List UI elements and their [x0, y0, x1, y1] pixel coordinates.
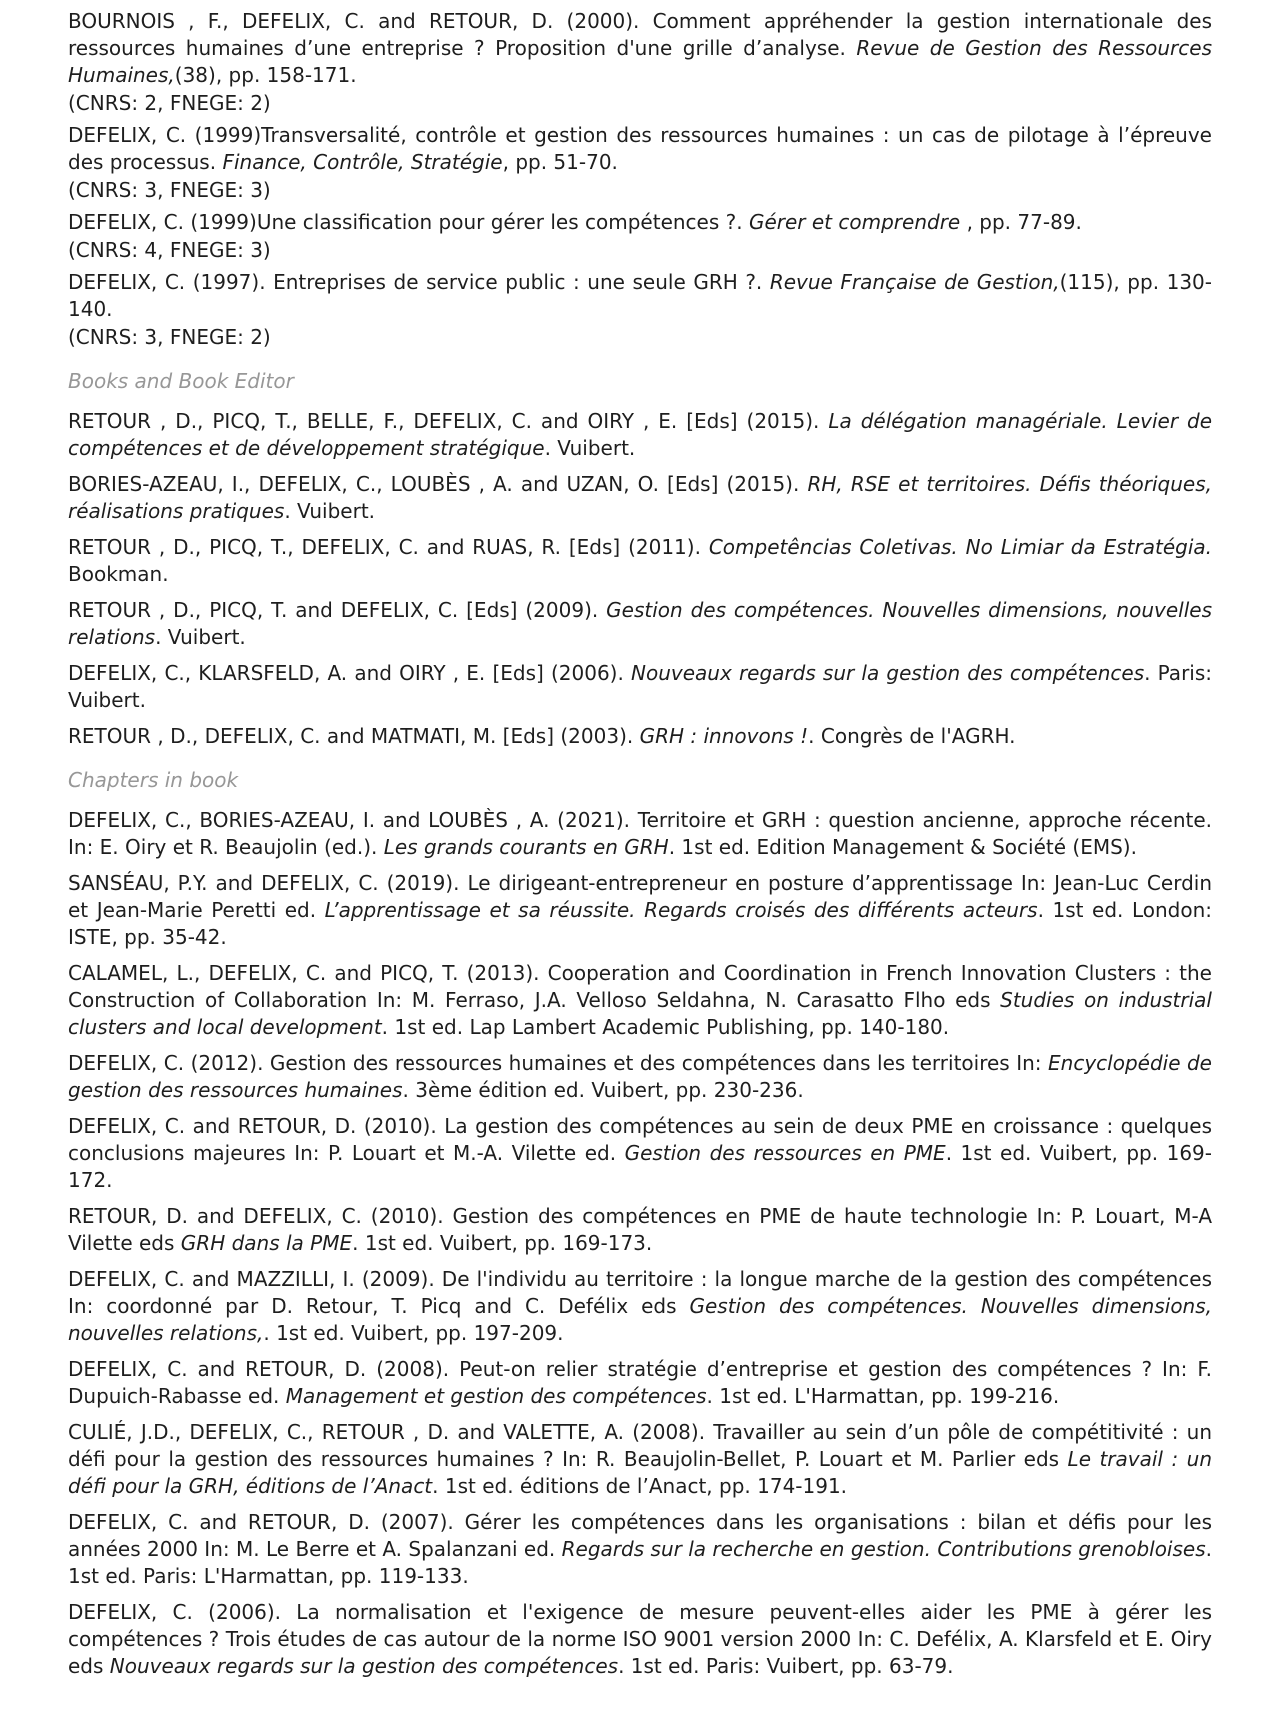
reference-title: GRH dans la PME [180, 1231, 353, 1255]
reference-title: La délégation managériale. Levier de compétences et de développement stratégique [68, 409, 1212, 460]
reference-text: . 1st ed. Paris: Vuibert, pp. 63-79. [618, 1654, 954, 1678]
reference-title: Le travail : un défi pour la GRH, éditions de l’Anact [68, 1447, 1212, 1498]
reference-title: Gestion des compétences. Nouvelles dimensions, nouvelles relations, [68, 1294, 1213, 1345]
reference-text: . 1st ed. Vuibert, pp. 169-173. [352, 1231, 653, 1255]
reference-entry [68, 1509, 1212, 1590]
section-chapters [68, 767, 1212, 1680]
reference-entry [68, 807, 1212, 861]
reference-title: Les grands courants en GRH [383, 835, 669, 859]
reference-entry [68, 122, 1212, 176]
reference-text: RETOUR, D. and DEFELIX, C. (2010). Gestion des compétences en PME de haute technologie In: P. Louart, M-A Vilette eds [68, 1204, 1212, 1255]
reference-entry [68, 1113, 1212, 1194]
reference-title: Gestion des compétences. Nouvelles dimensions, nouvelles relations [68, 598, 1212, 649]
reference-text: . Vuibert. [155, 625, 246, 649]
reference-text: . 1st ed. Vuibert, pp. 169-172. [68, 1141, 1212, 1192]
reference-text: RETOUR , D., PICQ, T. and DEFELIX, C. [Eds] (2009). [68, 598, 607, 622]
reference-text: DEFELIX, C. and RETOUR, D. (2010). La gestion des compétences au sein de deux PME en croissance : quelques conclusions majeures In: P. Louart et M.-A. Vilette ed. [68, 1114, 1212, 1165]
reference-text: . Paris: Vuibert. [68, 661, 1213, 712]
reference-entry [68, 960, 1212, 1041]
section-journal-articles [68, 8, 1212, 351]
reference-entry [68, 660, 1212, 714]
reference-text: DEFELIX, C. (1999)Transversalité, contrôle et gestion des ressources humaines : un cas de pilotage à l’épreuve des processus. [68, 123, 1212, 174]
reference-entry [68, 723, 1212, 750]
reference-text: DEFELIX, C. (2012). Gestion des ressources humaines et des compétences dans les territoires In: [68, 1051, 1049, 1075]
reference-text: . Vuibert. [284, 499, 376, 523]
reference-entry [68, 1419, 1212, 1500]
reference-text: . Vuibert. [544, 436, 636, 460]
ranking-note: (CNRS: 3, FNEGE: 2) [68, 325, 271, 349]
reference-text: CALAMEL, L., DEFELIX, C. and PICQ, T. (2013). Cooperation and Coordination in French Innovation Clusters : the Construction of Collaboration In: M. Ferraso, J.A. Velloso Seldahna, N. Carasatto Flho eds [68, 961, 1212, 1012]
reference-entry [68, 1599, 1212, 1680]
reference-text: . 1st ed. L'Harmattan, pp. 199-216. [706, 1384, 1060, 1408]
reference-text: DEFELIX, C. (1997). Entreprises de service public : une seule GRH ?. [68, 270, 770, 294]
reference-entry [68, 8, 1212, 89]
reference-entry [68, 209, 1212, 236]
reference-text: Bookman. [68, 562, 169, 586]
reference-entry [68, 1203, 1212, 1257]
reference-title: Studies on industrial clusters and local development [68, 988, 1212, 1039]
reference-title: Gérer et comprendre [748, 210, 961, 234]
reference-text: . 1st ed. Lap Lambert Academic Publishing, pp. 140-180. [381, 1015, 950, 1039]
reference-text: RETOUR , D., DEFELIX, C. and MATMATI, M. [Eds] (2003). [68, 724, 640, 748]
reference-text: DEFELIX, C. and RETOUR, D. (2008). Peut-on relier stratégie d’entreprise et gestion des compétences ? In: F. Dupuich-Rabasse ed. [68, 1357, 1212, 1408]
reference-text: RETOUR , D., PICQ, T., BELLE, F., DEFELIX, C. and OIRY , E. [Eds] (2015). [68, 409, 829, 433]
reference-text: . 1st ed. éditions de l’Anact, pp. 174-191. [432, 1474, 848, 1498]
section-heading-chapters: Chapters in book [68, 768, 239, 792]
reference-text: . 1st ed. London: ISTE, pp. 35-42. [68, 898, 1212, 949]
ranking-note: (CNRS: 3, FNEGE: 3) [68, 178, 271, 202]
reference-title: Management et gestion des compétences [285, 1384, 707, 1408]
reference-entry [68, 1266, 1212, 1347]
reference-title: Revue Française de Gestion, [769, 270, 1060, 294]
reference-title: GRH : innovons ! [639, 724, 809, 748]
reference-title: Revue de Gestion des Ressources Humaines, [68, 36, 1212, 87]
reference-text: BOURNOIS , F., DEFELIX, C. and RETOUR, D. (2000). Comment appréhender la gestion internationale des ressources humaines d’une entreprise ? Proposition d'une grille d’analyse. [68, 9, 1212, 60]
reference-entry [68, 408, 1212, 462]
reference-text: . 3ème édition ed. Vuibert, pp. 230-236. [402, 1078, 804, 1102]
reference-entry [68, 534, 1212, 588]
section-books [68, 368, 1212, 750]
reference-text: CULIÉ, J.D., DEFELIX, C., RETOUR , D. and VALETTE, A. (2008). Travailler au sein d’un pôle de compétitivité : un défi pour la gestion des ressources humaines ? In: R. Beaujolin-Bellet, P. Louart et M. Parlier eds [68, 1420, 1212, 1471]
reference-title: Regards sur la recherche en gestion. Contributions grenobloises [561, 1537, 1206, 1561]
reference-entry [68, 1356, 1212, 1410]
reference-entry [68, 597, 1212, 651]
reference-title: Finance, Contrôle, Stratégie [222, 150, 503, 174]
reference-title: Competências Coletivas. No Limiar da Estratégia. [708, 535, 1212, 559]
reference-entry [68, 471, 1212, 525]
reference-text: (38), pp. 158-171. [174, 63, 357, 87]
reference-text: . 1st ed. Paris: L'Harmattan, pp. 119-133. [68, 1537, 1212, 1588]
reference-text: . 1st ed. Edition Management & Société (EMS). [668, 835, 1137, 859]
reference-text: , pp. 51-70. [502, 150, 618, 174]
reference-text: , pp. 77-89. [960, 210, 1082, 234]
reference-entry [68, 1050, 1212, 1104]
reference-text: DEFELIX, C. and RETOUR, D. (2007). Gérer les compétences dans les organisations : bilan et défis pour les années 2000 In: M. Le Berre et A. Spalanzani ed. [68, 1510, 1212, 1561]
reference-title: Nouveaux regards sur la gestion des compétences [109, 1654, 619, 1678]
reference-text: DEFELIX, C. (2006). La normalisation et l'exigence de mesure peuvent-elles aider les PME à gérer les compétences ? Trois études de cas autour de la norme ISO 9001 version 2000 In: C. Defélix, A. Klarsfeld et E. Oiry eds [68, 1600, 1212, 1678]
ranking-note: (CNRS: 4, FNEGE: 3) [68, 238, 271, 262]
reference-text: DEFELIX, C., BORIES-AZEAU, I. and LOUBÈS , A. (2021). Territoire et GRH : question ancienne, approche récente. In: E. Oiry et R. Beaujolin (ed.). [68, 808, 1212, 859]
reference-title: Encyclopédie de gestion des ressources humaines [68, 1051, 1212, 1102]
reference-title: RH, RSE et territoires. Défis théoriques, réalisations pratiques [68, 472, 1212, 523]
reference-text: (115), pp. 130-140. [68, 270, 1212, 321]
ranking-note: (CNRS: 2, FNEGE: 2) [68, 91, 271, 115]
reference-entry [68, 269, 1212, 323]
reference-text: DEFELIX, C. and MAZZILLI, I. (2009). De l'individu au territoire : la longue marche de la gestion des compétences In: coordonné par D. Retour, T. Picq and C. Defélix eds [68, 1267, 1212, 1318]
reference-text: DEFELIX, C. (1999)Une classification pour gérer les compétences ?. [68, 210, 749, 234]
reference-title: Nouveaux regards sur la gestion des compétences [631, 661, 1145, 685]
reference-title: Gestion des ressources en PME [624, 1141, 946, 1165]
reference-title: L’apprentissage et sa réussite. Regards croisés des différents acteurs [324, 898, 1038, 922]
reference-text: . Congrès de l'AGRH. [808, 724, 1016, 748]
reference-entry [68, 870, 1212, 951]
reference-text: RETOUR , D., PICQ, T., DEFELIX, C. and RUAS, R. [Eds] (2011). [68, 535, 709, 559]
reference-text: BORIES-AZEAU, I., DEFELIX, C., LOUBÈS , A. and UZAN, O. [Eds] (2015). [68, 472, 808, 496]
reference-text: DEFELIX, C., KLARSFELD, A. and OIRY , E. [Eds] (2006). [68, 661, 631, 685]
section-heading-books: Books and Book Editor [68, 369, 294, 393]
reference-text: . 1st ed. Vuibert, pp. 197-209. [263, 1321, 564, 1345]
reference-text: SANSÉAU, P.Y. and DEFELIX, C. (2019). Le dirigeant-entrepreneur en posture d’apprentissage In: Jean-Luc Cerdin et Jean-Marie Peretti ed. [68, 871, 1212, 922]
